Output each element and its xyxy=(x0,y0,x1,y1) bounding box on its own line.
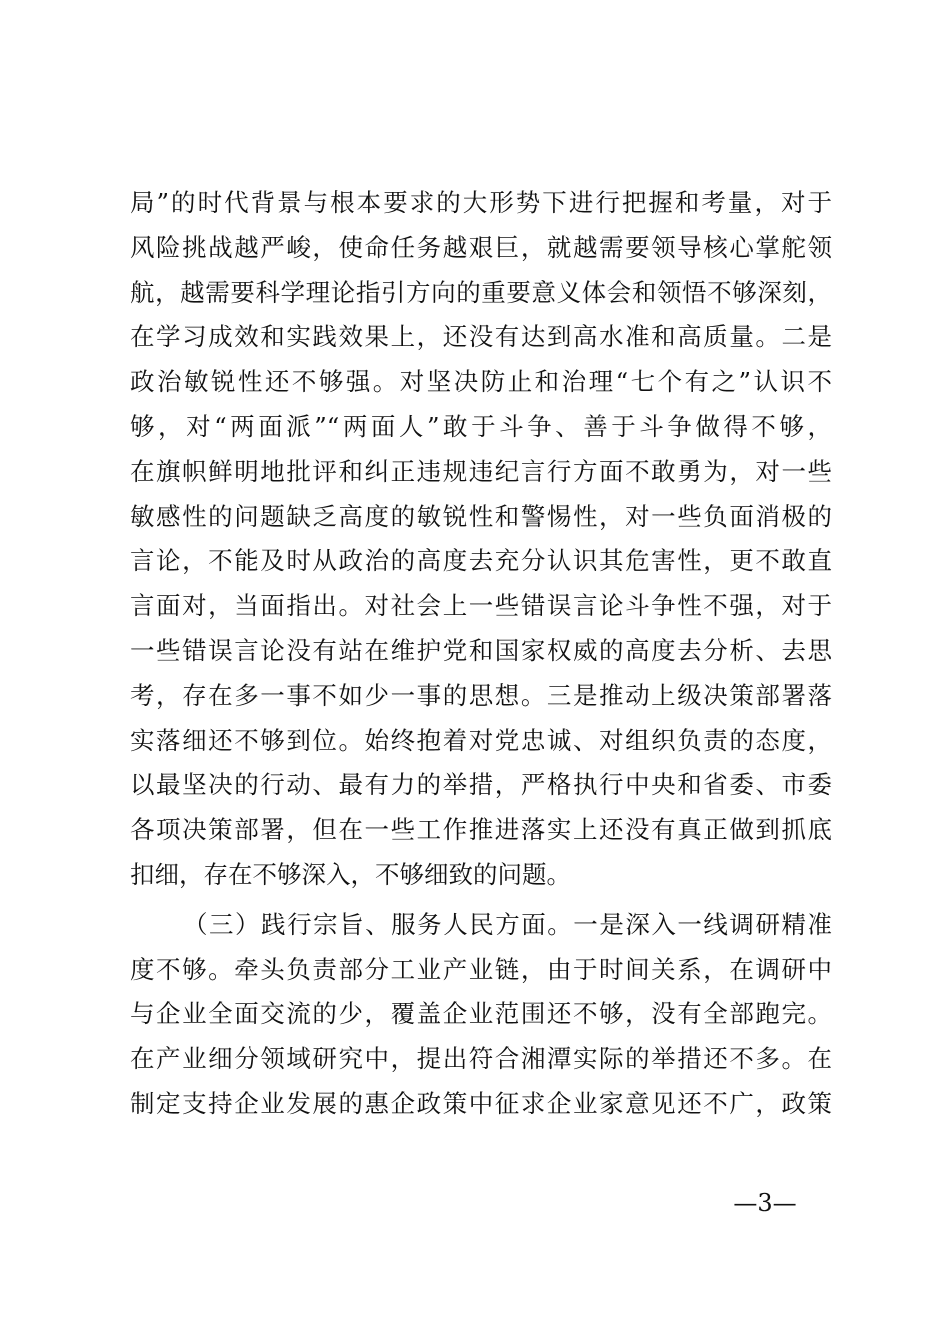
text-line: 敏感性的问题缺乏高度的敏锐性和警惕性，对一些负面消极的 xyxy=(130,501,832,531)
text-line: 考，存在多一事不如少一事的思想。三是推动上级决策部署落 xyxy=(130,680,832,710)
text-line: 风险挑战越严峻，使命任务越艰巨，就越需要领导核心掌舵领 xyxy=(130,232,832,262)
body-text xyxy=(130,181,832,1127)
text-line: 在产业细分领域研究中，提出符合湘潭实际的举措还不多。在 xyxy=(130,1044,832,1074)
text-line: 言论，不能及时从政治的高度去充分认识其危害性，更不敢直 xyxy=(130,546,832,576)
text-line: 够，对“两面派”“两面人”敢于斗争、善于斗争做得不够， xyxy=(130,411,832,441)
text-line: 度不够。牵头负责部分工业产业链，由于时间关系，在调研中 xyxy=(130,954,832,984)
text-line: 言面对，当面指出。对社会上一些错误言论斗争性不强，对于 xyxy=(130,591,832,621)
text-line: 一些错误言论没有站在维护党和国家权威的高度去分析、去思 xyxy=(130,635,832,665)
text-line: 局”的时代背景与根本要求的大形势下进行把握和考量，对于 xyxy=(130,188,832,217)
text-line: 实落细还不够到位。始终抱着对党忠诚、对组织负责的态度， xyxy=(130,725,832,755)
text-line: 在旗帜鲜明地批评和纠正违规违纪言行方面不敢勇为，对一些 xyxy=(130,456,832,486)
text-line: 扣细，存在不够深入，不够细致的问题。 xyxy=(130,859,571,889)
text-line: 在学习成效和实践效果上，还没有达到高水准和高质量。二是 xyxy=(130,322,832,352)
text-line: 与企业全面交流的少，覆盖企业范围还不够，没有全部跑完。 xyxy=(130,999,832,1029)
section-heading-line: （三）践行宗旨、服务人民方面。一是深入一线调研精准 xyxy=(183,909,832,939)
text-line: 以最坚决的行动、最有力的举措，严格执行中央和省委、市委 xyxy=(130,770,832,800)
text-line: 政治敏锐性还不够强。对坚决防止和治理“七个有之”认识不 xyxy=(130,367,832,397)
text-line: 航，越需要科学理论指引方向的重要意义体会和领悟不够深刻， xyxy=(130,277,832,307)
text-line: 制定支持企业发展的惠企政策中征求企业家意见还不广，政策 xyxy=(130,1088,832,1118)
text-line: 各项决策部署，但在一些工作推进落实上还没有真正做到抓底 xyxy=(130,815,832,845)
page-number: —3— xyxy=(733,1189,797,1217)
